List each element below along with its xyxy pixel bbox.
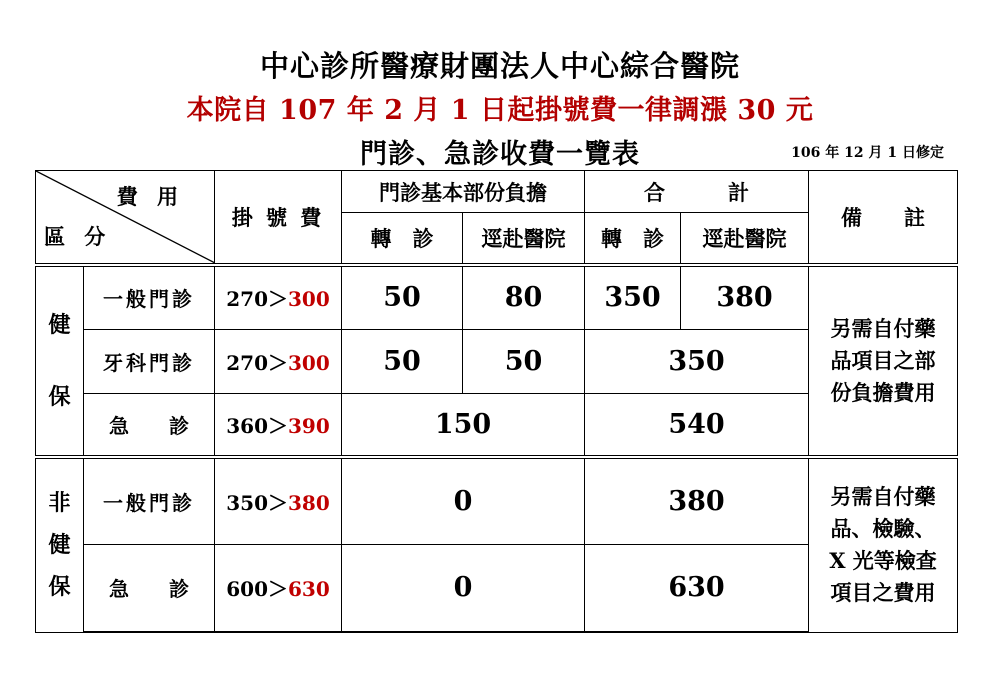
copay-transfer-value: 50 xyxy=(342,329,463,393)
copay-direct-value: 80 xyxy=(463,265,585,329)
total-transfer-header: 轉 診 xyxy=(585,213,681,265)
total-transfer-value: 350 xyxy=(585,265,681,329)
service-name: 一般門診 xyxy=(84,457,215,544)
copay-header: 門診基本部份負擔 xyxy=(342,171,585,213)
total-direct-header: 逕赴醫院 xyxy=(681,213,809,265)
uninsured-note: 另需自付藥 品、檢驗、 X 光等檢查 項目之費用 xyxy=(809,457,958,632)
service-name: 牙科門診 xyxy=(84,329,215,393)
copay-value: 150 xyxy=(342,393,585,457)
fee-axis-label: 費 用 xyxy=(116,184,184,209)
registration-fee: 600＞630 xyxy=(215,544,342,632)
insured-note: 另需自付藥 品項目之部 份負擔費用 xyxy=(809,265,958,457)
notes-header: 備 註 xyxy=(809,171,958,266)
copay-transfer-value: 50 xyxy=(342,265,463,329)
service-name: 急 診 xyxy=(84,544,215,632)
service-name: 急 診 xyxy=(84,393,215,457)
table-title: 門診、急診收費一覽表 xyxy=(360,139,640,170)
copay-value: 0 xyxy=(342,457,585,544)
total-direct-value: 380 xyxy=(681,265,809,329)
registration-fee: 270＞300 xyxy=(215,265,342,329)
copay-direct-value: 50 xyxy=(463,329,585,393)
table-row xyxy=(36,265,958,329)
table-row xyxy=(36,457,958,544)
revision-date: 106 年 12 月 1 日修定 xyxy=(791,145,944,161)
insured-group-label: 健 保 xyxy=(36,265,84,457)
total-value: 540 xyxy=(585,393,809,457)
uninsured-group-label: 非 健 保 xyxy=(36,457,84,632)
copay-transfer-header: 轉 診 xyxy=(342,213,463,265)
total-value: 350 xyxy=(585,329,809,393)
registration-fee: 360＞390 xyxy=(215,393,342,457)
registration-fee-header: 掛 號 費 xyxy=(215,171,342,266)
copay-direct-header: 逕赴醫院 xyxy=(463,213,585,265)
fee-increase-notice: 本院自 107 年 2 月 1 日起掛號費一律調漲 30 元 xyxy=(186,95,814,126)
copay-value: 0 xyxy=(342,544,585,632)
registration-fee: 270＞300 xyxy=(215,329,342,393)
fee-table xyxy=(35,170,958,633)
total-header: 合 計 xyxy=(585,171,809,213)
service-name: 一般門診 xyxy=(84,265,215,329)
hospital-title: 中心診所醫療財團法人中心綜合醫院 xyxy=(259,49,740,83)
category-axis-label: 區 分 xyxy=(44,224,112,249)
registration-fee: 350＞380 xyxy=(215,457,342,544)
diagonal-header-cell xyxy=(36,171,215,266)
total-value: 380 xyxy=(585,457,809,544)
total-value: 630 xyxy=(585,544,809,632)
